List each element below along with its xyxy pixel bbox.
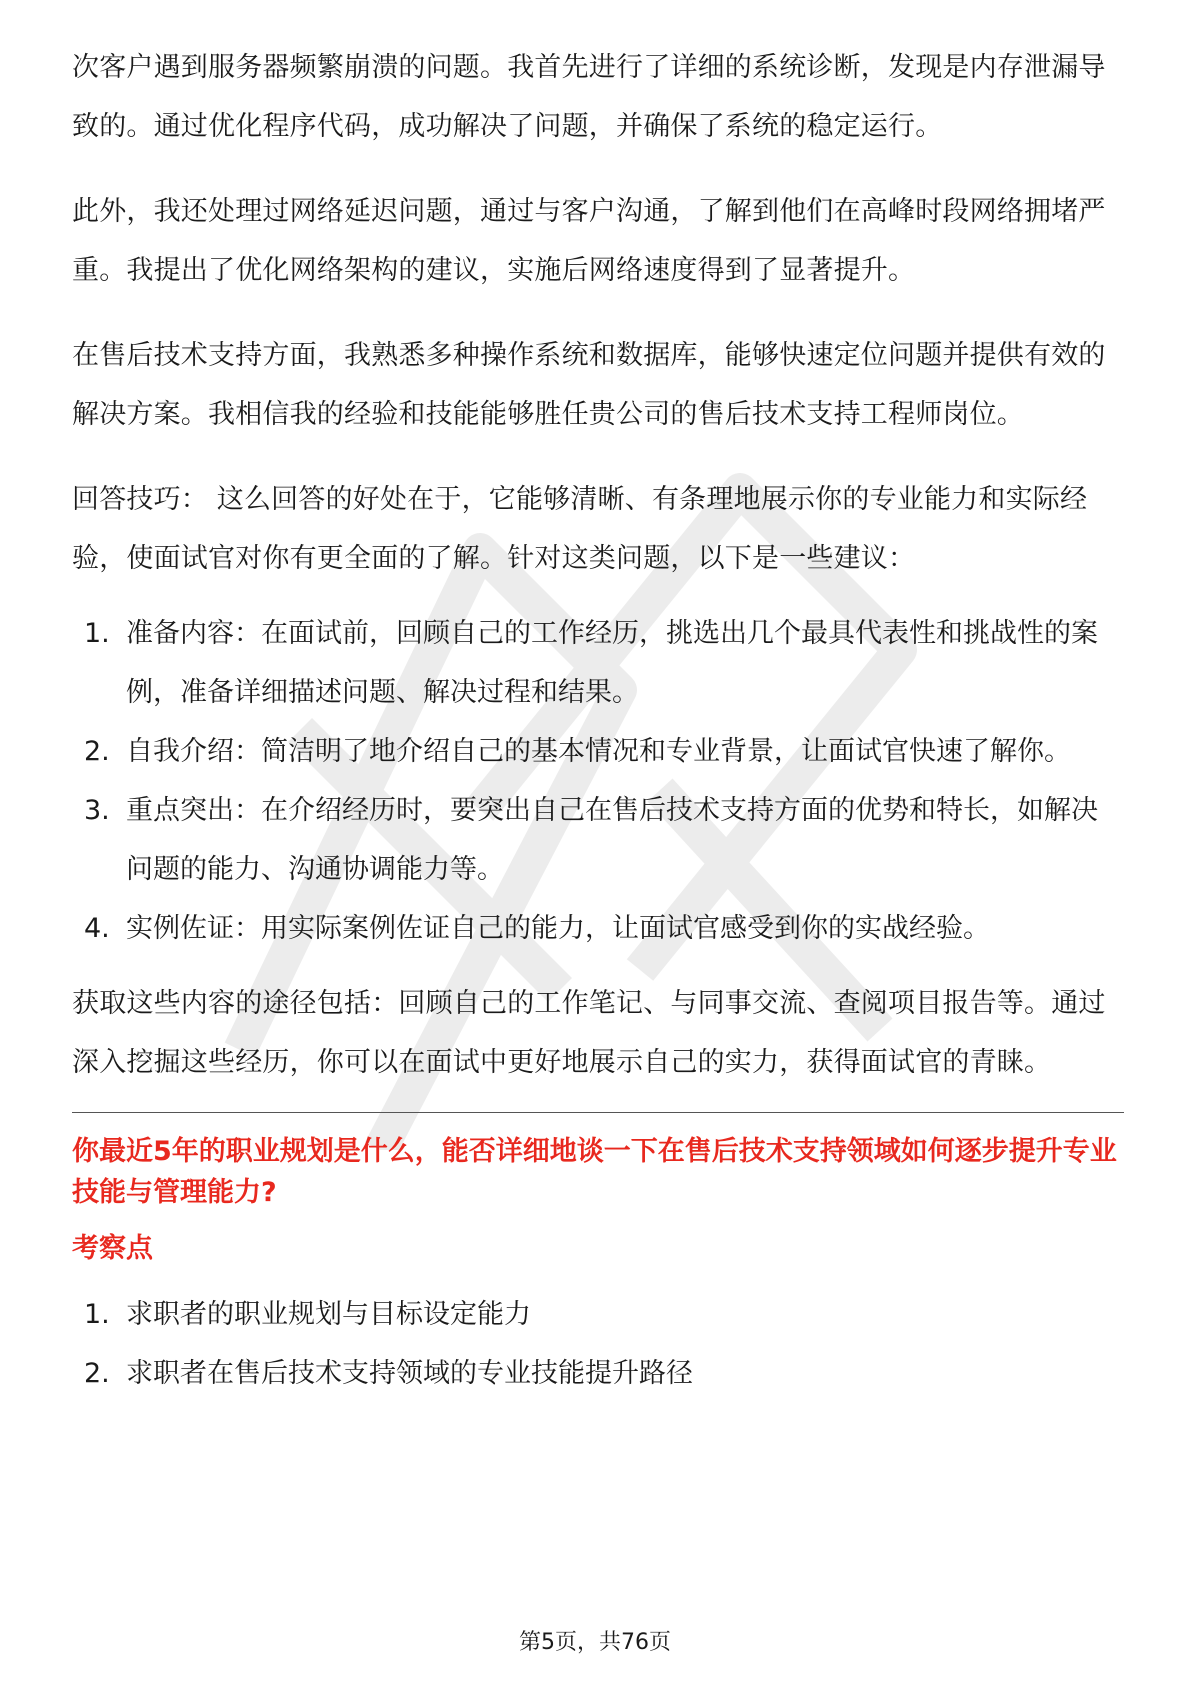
paragraph: 此外，我还处理过网络延迟问题，通过与客户沟通，了解到他们在高峰时段网络拥堵严重。我提出了优化网络架构的建议，实施后网络速度得到了显著提升。: [72, 196, 1106, 286]
document-body: [72, 38, 1122, 1403]
list-text: 准备内容：在面试前，回顾自己的工作经历，挑选出几个最具代表性和挑战性的案例，准备详细描述问题、解决过程和结果。: [126, 618, 1098, 708]
list-number: 2.: [84, 736, 110, 767]
list-item: [72, 781, 1122, 899]
list-number: 1.: [84, 618, 110, 649]
list-item: [72, 1285, 1122, 1344]
page-footer: 第5页，共76页: [519, 1630, 671, 1655]
paragraph: 在售后技术支持方面，我熟悉多种操作系统和数据库，能够快速定位问题并提供有效的解决方案。我相信我的经验和技能能够胜任贵公司的售后技术支持工程师岗位。: [72, 340, 1106, 430]
list-text: 求职者的职业规划与目标设定能力: [126, 1299, 531, 1330]
list-number: 1.: [84, 1299, 110, 1330]
list-item: [72, 899, 1122, 958]
list-number: 2.: [84, 1358, 110, 1389]
list-item: [72, 1344, 1122, 1403]
section-divider: [72, 1112, 1124, 1113]
points-list: [72, 1285, 1122, 1403]
list-number: 4.: [84, 913, 110, 944]
list-item: [72, 722, 1122, 781]
answer-tips-intro: 回答技巧： 这么回答的好处在于，它能够清晰、有条理地展示你的专业能力和实际经验，使面试官对你有更全面的了解。针对这类问题，以下是一些建议：: [72, 484, 1088, 574]
tips-list: [72, 604, 1122, 958]
paragraph: 次客户遇到服务器频繁崩溃的问题。我首先进行了详细的系统诊断，发现是内存泄漏导致的。通过优化程序代码，成功解决了问题，并确保了系统的稳定运行。: [72, 52, 1106, 142]
question-heading: 你最近5年的职业规划是什么，能否详细地谈一下在售后技术支持领域如何逐步提升专业技能与管理能力?: [72, 1136, 1117, 1208]
list-number: 3.: [84, 795, 110, 826]
list-text: 重点突出：在介绍经历时，要突出自己在售后技术支持方面的优势和特长，如解决问题的能力、沟通协调能力等。: [126, 795, 1098, 885]
list-text: 求职者在售后技术支持领域的专业技能提升路径: [126, 1358, 693, 1389]
section-title: 考察点: [72, 1233, 153, 1264]
list-text: 自我介绍：简洁明了地介绍自己的基本情况和专业背景，让面试官快速了解你。: [126, 736, 1071, 767]
list-item: [72, 604, 1122, 722]
list-text: 实例佐证：用实际案例佐证自己的能力，让面试官感受到你的实战经验。: [126, 913, 990, 944]
paragraph: 获取这些内容的途径包括：回顾自己的工作笔记、与同事交流、查阅项目报告等。通过深入挖掘这些经历，你可以在面试中更好地展示自己的实力，获得面试官的青睐。: [72, 988, 1106, 1078]
